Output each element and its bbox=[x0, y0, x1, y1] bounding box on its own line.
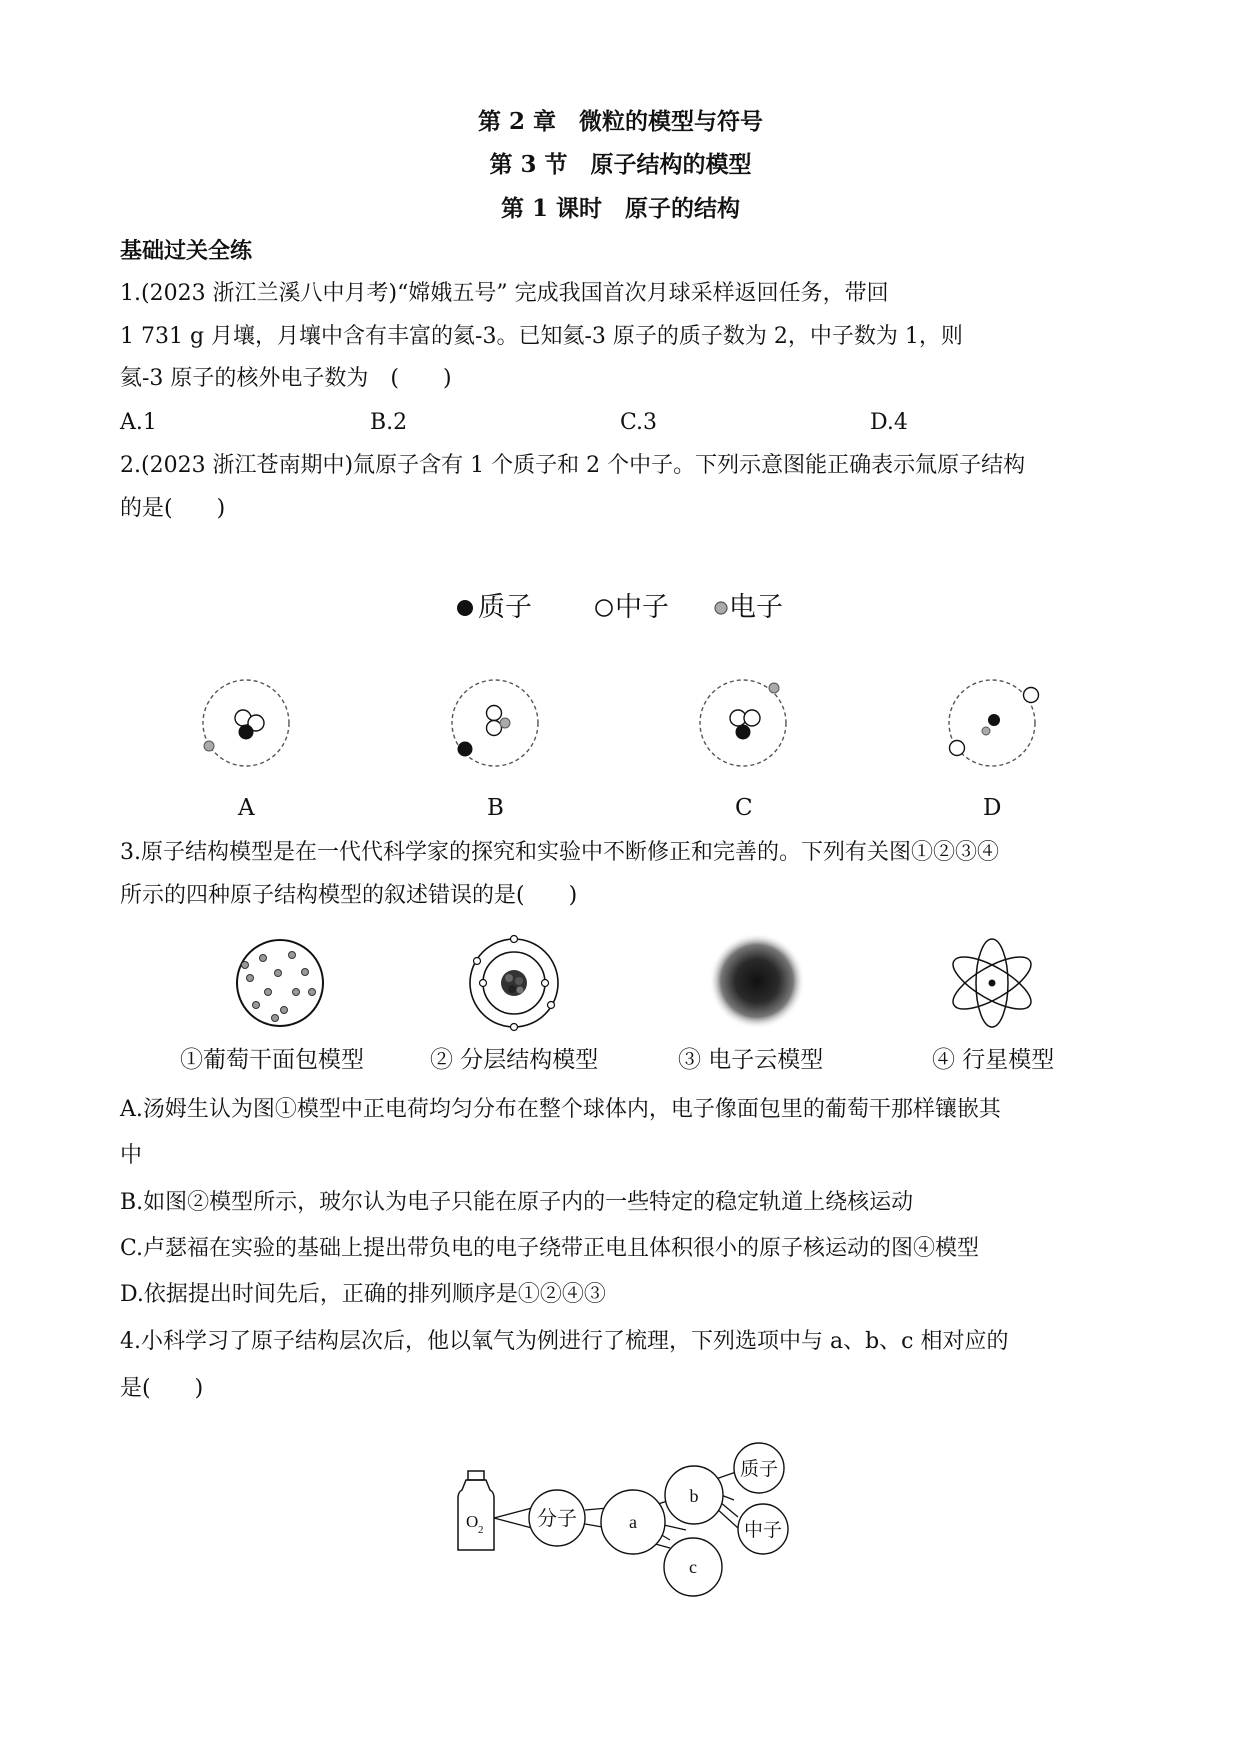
node-a-label: a bbox=[629, 1512, 637, 1532]
chapter-title: 第 2 章 微粒的模型与符号 bbox=[477, 108, 764, 135]
node-proton-label: 质子 bbox=[739, 1459, 779, 1480]
q4-line-2: 是( ) bbox=[120, 1376, 204, 1401]
q3-line-1: 3.原子结构模型是在一代代科学家的探究和实验中不断修正和完善的。下列有关图①②③④ bbox=[120, 840, 999, 865]
node-neutron-label: 中子 bbox=[743, 1520, 783, 1541]
q3-choice-b: B.如图②模型所示，玻尔认为电子只能在原子内的一些特定的稳定轨道上绕核运动 bbox=[120, 1190, 914, 1215]
atom-diagram-c bbox=[700, 680, 786, 766]
q2-line-2: 的是( ) bbox=[120, 496, 226, 521]
atom-diagram-d bbox=[949, 680, 1039, 766]
q3-choice-a-cont: 中 bbox=[120, 1143, 143, 1168]
section-title: 第 3 节 原子结构的模型 bbox=[489, 151, 752, 178]
node-b-label: b bbox=[689, 1486, 699, 1506]
electron-cloud-model bbox=[709, 933, 805, 1029]
q3-caption-3: ③ 电子云模型 bbox=[678, 1047, 824, 1073]
q3-choice-d: D.依据提出时间先后，正确的排列顺序是①②④③ bbox=[120, 1282, 606, 1307]
q3-line-2: 所示的四种原子结构模型的叙述错误的是( ) bbox=[120, 883, 578, 908]
q1-line-3: 氦-3 原子的核外电子数为 ( ) bbox=[120, 366, 452, 391]
oxygen-bottle-icon bbox=[458, 1471, 494, 1550]
node-molecule-label: 分子 bbox=[537, 1508, 577, 1530]
atom-diagram-b bbox=[452, 680, 538, 766]
q3-choice-a: A.汤姆生认为图①模型中正电荷均匀分布在整个球体内，电子像面包里的葡萄干那样镶嵌其 bbox=[120, 1097, 1001, 1122]
legend-electron-label: 电子 bbox=[729, 592, 783, 623]
q2-option-b: B bbox=[487, 795, 504, 821]
section-heading: 基础过关全练 bbox=[120, 238, 253, 264]
q3-caption-4: ④ 行星模型 bbox=[932, 1047, 1055, 1073]
atom-diagram-a bbox=[203, 680, 289, 766]
q1-option-c: C.3 bbox=[620, 410, 658, 435]
legend-neutron-icon bbox=[596, 600, 612, 616]
shell-model bbox=[470, 936, 558, 1031]
q1-option-b: B.2 bbox=[370, 410, 408, 435]
q3-caption-2: ② 分层结构模型 bbox=[430, 1047, 599, 1073]
legend-neutron-label: 中子 bbox=[615, 592, 669, 623]
node-c-label: c bbox=[689, 1557, 697, 1577]
plum-pudding-model bbox=[237, 940, 323, 1026]
q2-option-d: D bbox=[983, 795, 1002, 821]
q1-line-1: 1.(2023 浙江兰溪八中月考)“嫦娥五号” 完成我国首次月球采样返回任务，带回 bbox=[120, 281, 889, 306]
q2-option-c: C bbox=[735, 795, 753, 821]
q2-option-a: A bbox=[238, 795, 255, 821]
q3-caption-1: ①葡萄干面包模型 bbox=[180, 1047, 364, 1073]
planetary-model bbox=[946, 939, 1038, 1027]
legend-proton-label: 质子 bbox=[478, 592, 532, 623]
q3-choice-c: C.卢瑟福在实验的基础上提出带负电的电子绕带正电且体积很小的原子核运动的图④模型 bbox=[120, 1236, 980, 1261]
q1-line-2: 1 731 g 月壤，月壤中含有丰富的氦-3。已知氦-3 原子的质子数为 2，中子数为 1，则 bbox=[120, 324, 963, 349]
legend-electron-icon bbox=[715, 602, 727, 614]
bottle-label-subscript: 2 bbox=[478, 1524, 484, 1536]
lesson-title: 第 1 课时 原子的结构 bbox=[500, 195, 741, 222]
q4-line-1: 4.小科学习了原子结构层次后，他以氧气为例进行了梳理，下列选项中与 a、b、c 相对应的 bbox=[120, 1329, 1009, 1354]
q2-line-1: 2.(2023 浙江苍南期中)氚原子含有 1 个质子和 2 个中子。下列示意图能正确表示氚原子结构 bbox=[120, 453, 1026, 478]
legend-proton-icon bbox=[457, 600, 473, 616]
q1-option-a: A.1 bbox=[120, 410, 157, 435]
bottle-label: O bbox=[466, 1512, 479, 1531]
q1-option-d: D.4 bbox=[870, 410, 908, 435]
